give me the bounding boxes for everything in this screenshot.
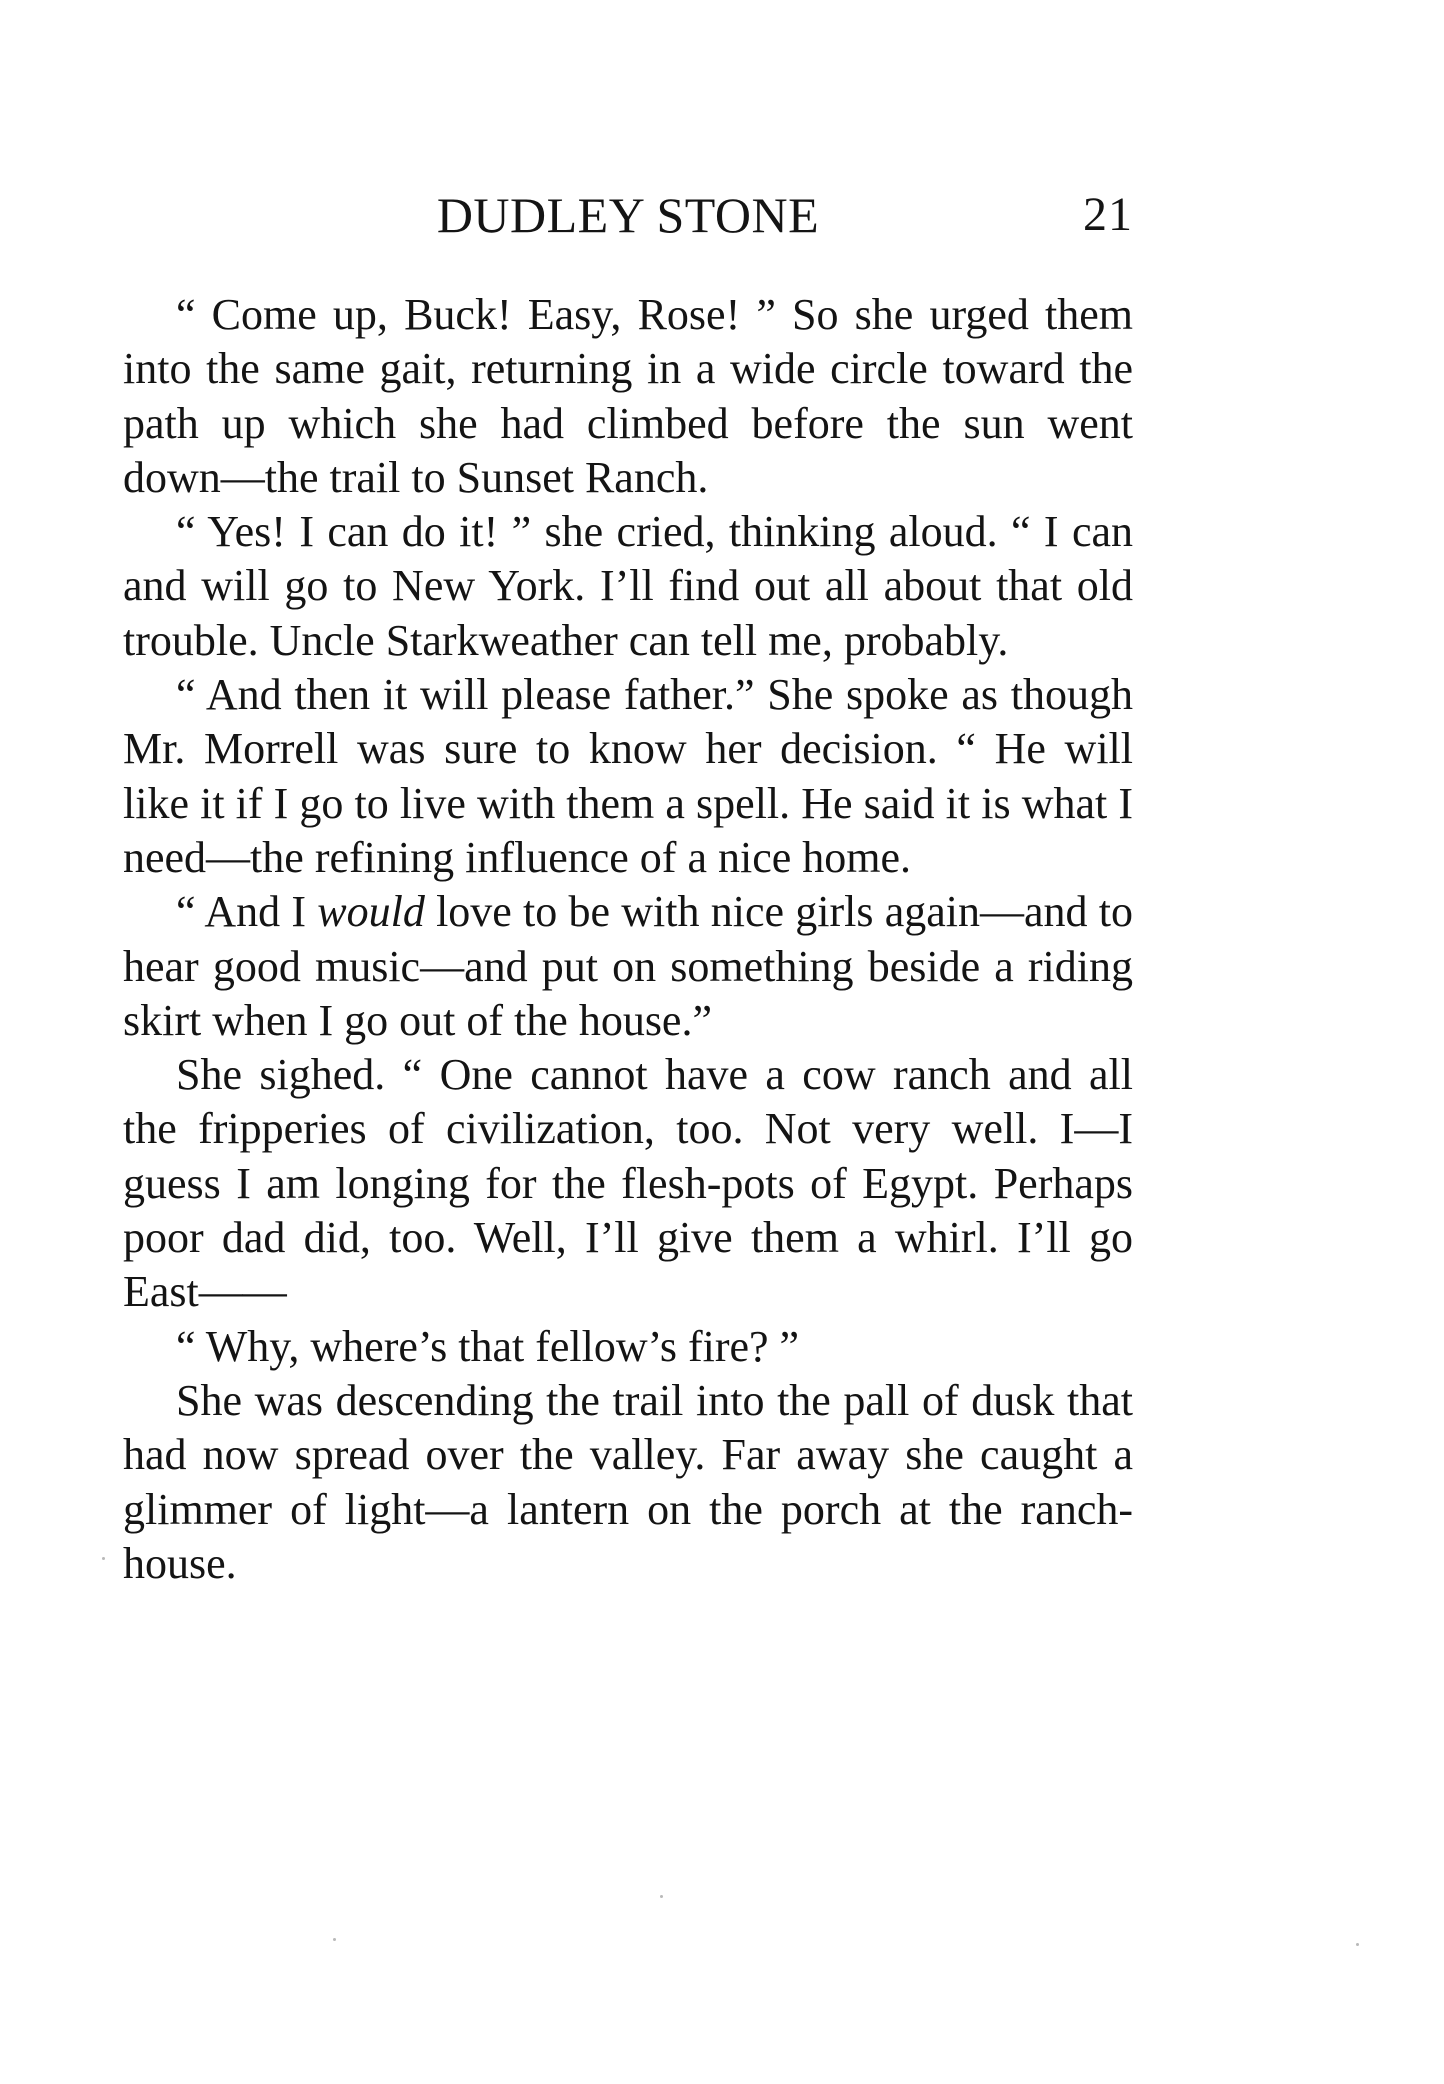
paragraph-4-after: love to be with nice girls again—and to hear good music—and put on something beside a riding skirt when I go out of the house.” [123, 887, 1134, 1045]
paragraph-4-before: “ And I [176, 887, 318, 937]
paragraph-2: “ Yes! I can do it! ” she cried, thinking aloud. “ I can and will go to New York. I’ll find out all about that old trouble. Uncle Starkweather can tell me, probably. [123, 507, 1133, 665]
paper-speck [660, 1895, 663, 1898]
paragraph-3: “ And then it will please father.” She spoke as though Mr. Morrell was sure to know her decision. “ He will like it if I go to live with them a spell. He said it is what I need—the refining influence of a nice home. [123, 670, 1133, 882]
running-head [123, 180, 1133, 250]
paragraph-6: “ Why, where’s that fellow’s fire? ” [176, 1321, 800, 1371]
emphasis-would: would [317, 887, 425, 937]
paragraph-5: She sighed. “ One cannot have a cow ranch and all the fripperies of civilization, too. Not very well. I—I guess I am longing for the flesh-pots of Egypt. Perhaps poor dad did, too. Well, I’ll give them a whirl. I’ll go East—— [123, 1050, 1133, 1317]
body-text [123, 288, 1133, 1591]
paragraph-4 [123, 885, 1133, 1048]
running-title: DUDLEY STONE [436, 187, 820, 243]
page-number: 21 [1083, 188, 1133, 241]
paper-speck [102, 1557, 105, 1560]
paper-speck [1356, 1943, 1359, 1946]
paper-speck [333, 1938, 336, 1941]
paragraph-7: She was descending the trail into the pall of dusk that had now spread over the valley. Far away she caught a glimmer of light—a lantern on the porch at the ranch-house. [123, 1375, 1133, 1588]
paragraph-1: “ Come up, Buck! Easy, Rose! ” So she urged them into the same gait, returning in a wide circle toward the path up which she had climbed before the sun went down—the trail to Sunset Ranch. [123, 290, 1133, 502]
